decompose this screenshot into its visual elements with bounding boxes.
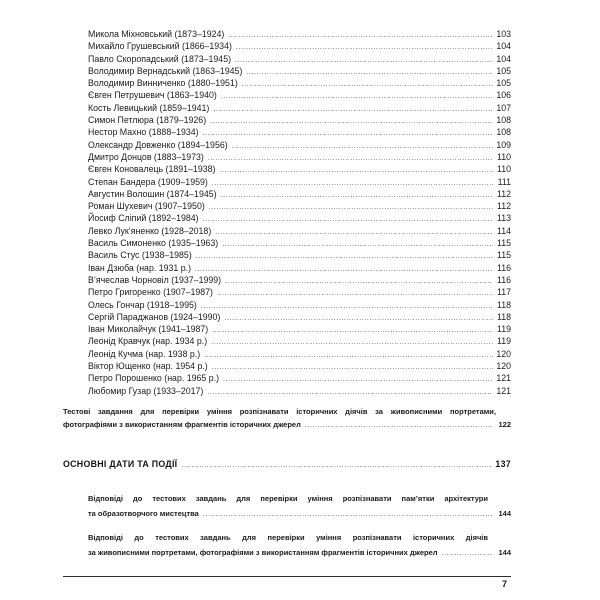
tests-paragraph-line2-text: фотографіями з використанням фрагментів історичних джерел (63, 419, 301, 429)
answers-figures-page: 144 (498, 547, 511, 557)
toc-entry (88, 250, 511, 262)
toc-entry-page: 103 (496, 29, 511, 39)
dot-leader (196, 251, 493, 262)
toc-entry (88, 201, 511, 213)
toc-entry (88, 238, 511, 250)
toc-entry-page: 105 (496, 78, 511, 89)
dot-leader (203, 128, 493, 139)
toc-entry-page: 119 (496, 324, 511, 335)
toc-entry (88, 361, 511, 373)
toc-entry-title: Євген Коновалець (1891–1938) (88, 164, 216, 175)
toc-entry-page: 110 (496, 164, 511, 175)
toc-list (63, 29, 511, 398)
toc-entry-title: Петро Григоренко (1907–1987) (88, 287, 213, 298)
toc-entry-page: 109 (496, 139, 511, 150)
toc-entry-page: 120 (496, 348, 511, 359)
toc-entry-title: В’ячеслав Чорновіл (1937–1999) (88, 274, 222, 285)
dot-leader (236, 42, 493, 53)
dot-leader (223, 374, 493, 385)
toc-entry (88, 54, 511, 66)
toc-entry-title: Михайло Грушевський (1866–1934) (88, 41, 232, 52)
toc-entry (88, 189, 511, 201)
toc-entry-title: Володимир Винниченко (1880–1951) (88, 78, 238, 89)
toc-entry-page: 112 (496, 188, 511, 199)
toc-entry-title: Леонід Кучма (нар. 1938 р.) (88, 348, 201, 359)
toc-entry-page: 118 (496, 299, 511, 310)
dot-leader (221, 91, 493, 102)
answers-architecture-line2-text: та образотворчого мистецтва (88, 508, 199, 518)
toc-entry-title: Роман Шухевич (1907–1950) (88, 201, 205, 212)
toc-entry (88, 29, 511, 41)
toc-entry-page: 121 (496, 373, 511, 384)
dot-leader (207, 387, 493, 398)
dot-leader (305, 419, 493, 432)
toc-entry-page: 108 (496, 115, 511, 126)
toc-entry-page: 118 (496, 311, 511, 322)
section-heading-title: ОСНОВНІ ДАТИ ТА ПОДІЇ (63, 458, 178, 469)
toc-entry-title: Василь Симоненко (1935–1963) (88, 238, 219, 249)
toc-entry-page: 110 (496, 151, 511, 162)
toc-entry-page: 115 (496, 250, 511, 261)
toc-entry (88, 263, 511, 275)
toc-entry (88, 90, 511, 102)
toc-entry-title: Кость Левицький (1859–1941) (88, 102, 210, 113)
toc-entry (88, 226, 511, 238)
toc-entry-title: Леонід Кравчук (нар. 1934 р.) (88, 336, 208, 347)
toc-entry (88, 140, 511, 152)
footer-rule (63, 576, 511, 577)
page-number: 7 (501, 578, 507, 589)
toc-entry-title: Степан Бандера (1909–1959) (88, 176, 208, 187)
toc-entry-title: Микола Міхновський (1873–1924) (88, 29, 225, 39)
tests-paragraph-line2 (63, 418, 511, 432)
dot-leader (212, 325, 493, 336)
dot-leader (221, 190, 493, 201)
toc-entry (88, 152, 511, 164)
toc-entry-page: 120 (496, 361, 511, 372)
toc-entry (88, 386, 511, 398)
toc-entry-title: Олесь Гончар (1918–1995) (88, 299, 197, 310)
toc-entry-page: 119 (496, 336, 511, 347)
tests-paragraph-page: 122 (498, 419, 511, 429)
toc-entry-title: Євген Петрушевич (1863–1940) (88, 90, 217, 101)
toc-entry-page: 111 (497, 176, 511, 187)
dot-leader (209, 202, 493, 213)
dot-leader (212, 362, 493, 373)
answers-architecture-line1: Відповіді до тестових завдань для перевірки уміння розпізнавати пам’ятки архітектури (88, 493, 488, 503)
toc-entry-title: Іван Дзюба (нар. 1931 р.) (88, 262, 192, 273)
dot-leader (204, 350, 493, 361)
answers-figures-line2 (88, 545, 511, 561)
dot-leader (232, 141, 493, 152)
toc-entry-title: Августин Волошин (1874–1945) (88, 188, 217, 199)
toc-entry-title: Йосиф Сліпий (1892–1984) (88, 213, 199, 224)
toc-entry (88, 164, 511, 176)
answers-figures-line2-text: за живописними портретами, фотографіями з використанням фрагментів історичних джерел (88, 547, 438, 557)
dot-leader (246, 67, 493, 78)
toc-entry-page: 113 (496, 213, 511, 224)
toc-entry-page: 112 (496, 201, 511, 212)
dot-leader (217, 288, 493, 299)
dot-leader (213, 104, 493, 115)
dot-leader (203, 214, 493, 225)
answers-figures-paragraph (88, 530, 511, 561)
toc-entry (88, 177, 511, 189)
toc-entry-title: Віктор Ющенко (нар. 1954 р.) (88, 361, 208, 372)
book-page (63, 29, 511, 589)
toc-entry-page: 117 (496, 287, 511, 298)
toc-entry-page: 116 (496, 274, 511, 285)
toc-entry (88, 336, 511, 348)
toc-entry (88, 300, 511, 312)
dot-leader (203, 507, 493, 522)
toc-entry (88, 127, 511, 139)
toc-entry (88, 41, 511, 53)
tests-paragraph-line1: Тестові завдання для перевірки уміння розпізнавати історичних діячів за живописними портретами, (63, 406, 496, 416)
section-heading-page: 137 (495, 458, 511, 469)
toc-entry-page: 114 (496, 225, 511, 236)
toc-entry-page: 108 (496, 127, 511, 138)
toc-entry-page: 104 (496, 53, 511, 64)
toc-entry-page: 105 (496, 65, 511, 76)
toc-entry-title: Симон Петлюра (1879–1926) (88, 115, 207, 126)
toc-entry-title: Іван Миколайчук (1941–1987) (88, 324, 209, 335)
dot-leader (224, 313, 493, 324)
toc-entry-title: Сергій Параджанов (1924–1990) (88, 311, 221, 322)
toc-entry (88, 103, 511, 115)
toc-entry-title: Любомир Гузар (1933–2017) (88, 385, 204, 396)
toc-entry-page: 121 (496, 385, 511, 396)
dot-leader (222, 239, 493, 250)
dot-leader (212, 178, 493, 189)
toc-entry-title: Левко Лук’яненко (1928–2018) (88, 225, 212, 236)
toc-entry-title: Олександр Довженко (1894–1956) (88, 139, 228, 150)
toc-entry (88, 275, 511, 287)
toc-entry-title: Нестор Махно (1888–1934) (88, 127, 199, 138)
toc-entry-title: Володимир Вернадський (1863–1945) (88, 65, 243, 76)
toc-entry (88, 78, 511, 90)
toc-entry (88, 66, 511, 78)
toc-entry-title: Петро Порошенко (нар. 1965 р.) (88, 373, 220, 384)
toc-entry-page: 107 (496, 102, 511, 113)
dot-leader (242, 79, 493, 90)
answers-figures-line1: Відповіді до тестових завдань для перевірки уміння розпізнавати історичних діячів (88, 532, 488, 542)
toc-entry-title: Василь Стус (1938–1985) (88, 250, 192, 261)
dot-leader (442, 546, 493, 561)
toc-entry (88, 287, 511, 299)
answers-architecture-page: 144 (498, 508, 511, 518)
toc-entry (88, 213, 511, 225)
answers-architecture-paragraph (88, 491, 511, 522)
tests-paragraph (63, 405, 511, 432)
toc-entry-page: 106 (496, 90, 511, 101)
dot-leader (235, 55, 493, 66)
dot-leader (201, 301, 493, 312)
dot-leader (225, 276, 493, 287)
dot-leader (195, 264, 493, 275)
toc-entry (88, 115, 511, 127)
toc-entry-page: 115 (496, 238, 511, 249)
toc-entry-title: Павло Скоропадський (1873–1945) (88, 53, 232, 64)
dot-leader (210, 116, 493, 127)
dot-leader (228, 30, 493, 41)
dot-leader (181, 460, 492, 472)
toc-entry (88, 312, 511, 324)
toc-entry-page: 104 (496, 41, 511, 52)
section-heading (63, 458, 511, 472)
toc-entry (88, 373, 511, 385)
toc-entry-page: 116 (496, 262, 511, 273)
answers-architecture-line2 (88, 506, 511, 522)
toc-entry (88, 324, 511, 336)
dot-leader (215, 227, 493, 238)
dot-leader (219, 165, 493, 176)
dot-leader (211, 337, 493, 348)
toc-entry (88, 349, 511, 361)
dot-leader (208, 153, 493, 164)
toc-entry-title: Дмитро Донцов (1883–1973) (88, 151, 204, 162)
